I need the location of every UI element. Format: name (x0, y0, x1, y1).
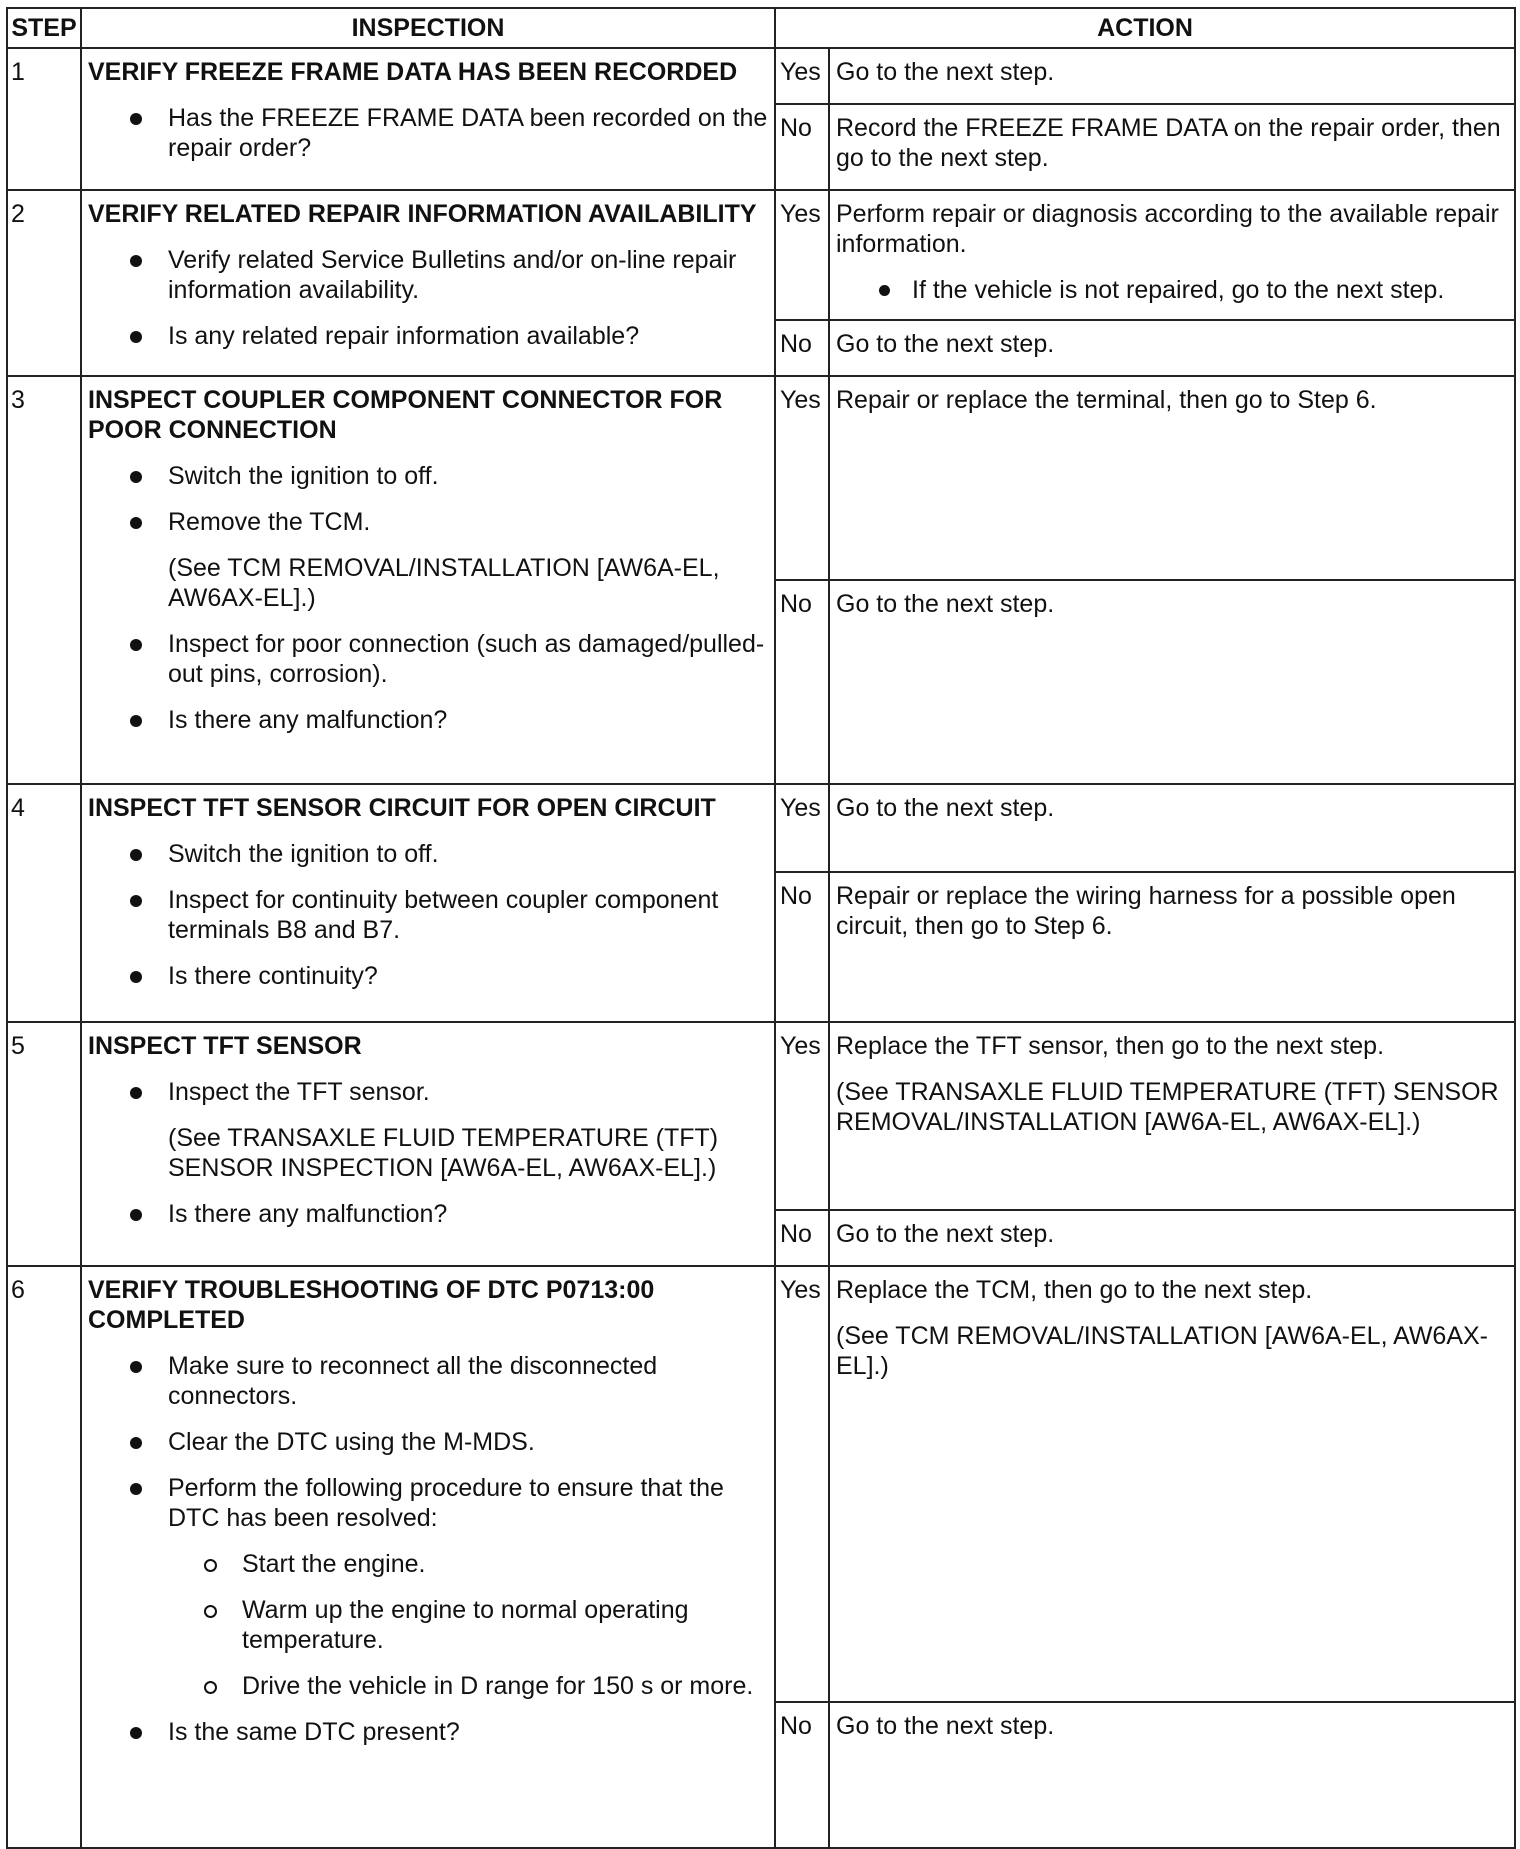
no-label: No (775, 580, 829, 784)
header-inspection: INSPECTION (81, 8, 775, 48)
inspection-bullet: Verify related Service Bulletins and/or on-line repair information availability. (88, 245, 768, 305)
yes-action (829, 190, 1515, 320)
reference-note: (See TRANSAXLE FLUID TEMPERATURE (TFT) SENSOR INSPECTION [AW6A-EL, AW6AX-EL].) (168, 1124, 719, 1182)
action-text: Go to the next step. (836, 1220, 1055, 1248)
no-label: No (775, 104, 829, 190)
inspection-bullet: Perform the following procedure to ensure that the DTC has been resolved: (88, 1473, 768, 1533)
no-label: No (775, 1210, 829, 1266)
inspection-bullet: Is any related repair information available? (88, 321, 768, 351)
no-action (829, 104, 1515, 190)
action-text: Perform repair or diagnosis according to the available repair information. (836, 200, 1499, 258)
action-text: Go to the next step. (836, 330, 1055, 358)
yes-action (829, 784, 1515, 872)
step-title: INSPECT TFT SENSOR (88, 1032, 362, 1060)
no-action (829, 1702, 1515, 1848)
action-text: Repair or replace the wiring harness for a possible open circuit, then go to Step 6. (836, 882, 1456, 940)
header-step: STEP (7, 8, 81, 48)
yes-action (829, 1022, 1515, 1210)
no-label: No (775, 320, 829, 376)
step-number: 1 (7, 48, 81, 190)
header-action: ACTION (775, 8, 1515, 48)
no-action (829, 320, 1515, 376)
no-action (829, 872, 1515, 1022)
action-text: Repair or replace the terminal, then go to Step 6. (836, 386, 1377, 414)
inspection-bullet: Inspect for continuity between coupler component terminals B8 and B7. (88, 885, 768, 945)
step-1-inspection (81, 48, 775, 190)
yes-label: Yes (775, 376, 829, 580)
diagnostic-table (6, 7, 1516, 1849)
procedure-subitem: Start the engine. (88, 1549, 768, 1579)
step-title: VERIFY RELATED REPAIR INFORMATION AVAILABILITY (88, 200, 757, 228)
no-action (829, 580, 1515, 784)
step-5-inspection (81, 1022, 775, 1266)
step-number: 3 (7, 376, 81, 784)
yes-action (829, 48, 1515, 104)
inspection-bullet: Is the same DTC present? (88, 1717, 768, 1747)
action-text: Go to the next step. (836, 794, 1055, 822)
step-3-yes-row (7, 376, 1515, 580)
action-text: Go to the next step. (836, 590, 1055, 618)
no-label: No (775, 1702, 829, 1848)
step-2-yes-row (7, 190, 1515, 320)
inspection-bullet: Is there any malfunction? (88, 1199, 768, 1229)
inspection-bullet: Inspect for poor connection (such as damaged/pulled-out pins, corrosion). (88, 629, 768, 689)
header-row (7, 8, 1515, 48)
action-reference: (See TRANSAXLE FLUID TEMPERATURE (TFT) SENSOR REMOVAL/INSTALLATION [AW6A-EL, AW6AX-EL].) (836, 1078, 1499, 1136)
no-label: No (775, 872, 829, 1022)
action-reference: (See TCM REMOVAL/INSTALLATION [AW6A-EL, AW6AX-EL].) (836, 1322, 1489, 1380)
inspection-bullet: Inspect the TFT sensor. (88, 1077, 768, 1107)
step-4-yes-row (7, 784, 1515, 872)
yes-label: Yes (775, 48, 829, 104)
procedure-subitem: Drive the vehicle in D range for 150 s or more. (88, 1671, 768, 1701)
yes-label: Yes (775, 1266, 829, 1702)
yes-action (829, 1266, 1515, 1702)
step-title: VERIFY FREEZE FRAME DATA HAS BEEN RECORDED (88, 58, 738, 86)
inspection-bullet: Switch the ignition to off. (88, 839, 768, 869)
step-6-yes-row (7, 1266, 1515, 1702)
step-4-inspection (81, 784, 775, 1022)
action-text: Replace the TFT sensor, then go to the next step. (836, 1032, 1385, 1060)
step-number: 5 (7, 1022, 81, 1266)
inspection-bullet: Make sure to reconnect all the disconnected connectors. (88, 1351, 768, 1411)
inspection-bullet: Is there continuity? (88, 961, 768, 991)
step-3-inspection (81, 376, 775, 784)
step-2-inspection (81, 190, 775, 376)
inspection-bullet: Remove the TCM. (88, 507, 768, 537)
yes-label: Yes (775, 1022, 829, 1210)
action-bullet: If the vehicle is not repaired, go to the next step. (836, 275, 1508, 305)
step-5-yes-row (7, 1022, 1515, 1210)
step-number: 6 (7, 1266, 81, 1848)
action-text: Replace the TCM, then go to the next step. (836, 1276, 1313, 1304)
action-text: Go to the next step. (836, 1712, 1055, 1740)
action-text: Record the FREEZE FRAME DATA on the repair order, then go to the next step. (836, 114, 1501, 172)
step-title: INSPECT TFT SENSOR CIRCUIT FOR OPEN CIRCUIT (88, 794, 716, 822)
step-6-inspection (81, 1266, 775, 1848)
step-number: 4 (7, 784, 81, 1022)
step-title: INSPECT COUPLER COMPONENT CONNECTOR FOR POOR CONNECTION (88, 386, 723, 444)
procedure-subitem: Warm up the engine to normal operating temperature. (88, 1595, 768, 1655)
step-title: VERIFY TROUBLESHOOTING OF DTC P0713:00 COMPLETED (88, 1276, 655, 1334)
inspection-bullet: Has the FREEZE FRAME DATA been recorded on the repair order? (88, 103, 768, 163)
inspection-bullet: Is there any malfunction? (88, 705, 768, 735)
step-1-yes-row (7, 48, 1515, 104)
reference-note: (See TCM REMOVAL/INSTALLATION [AW6A-EL, AW6AX-EL].) (168, 554, 720, 612)
action-text: Go to the next step. (836, 58, 1055, 86)
inspection-bullet: Clear the DTC using the M-MDS. (88, 1427, 768, 1457)
step-number: 2 (7, 190, 81, 376)
no-action (829, 1210, 1515, 1266)
inspection-bullet: Switch the ignition to off. (88, 461, 768, 491)
yes-label: Yes (775, 190, 829, 320)
yes-action (829, 376, 1515, 580)
yes-label: Yes (775, 784, 829, 872)
